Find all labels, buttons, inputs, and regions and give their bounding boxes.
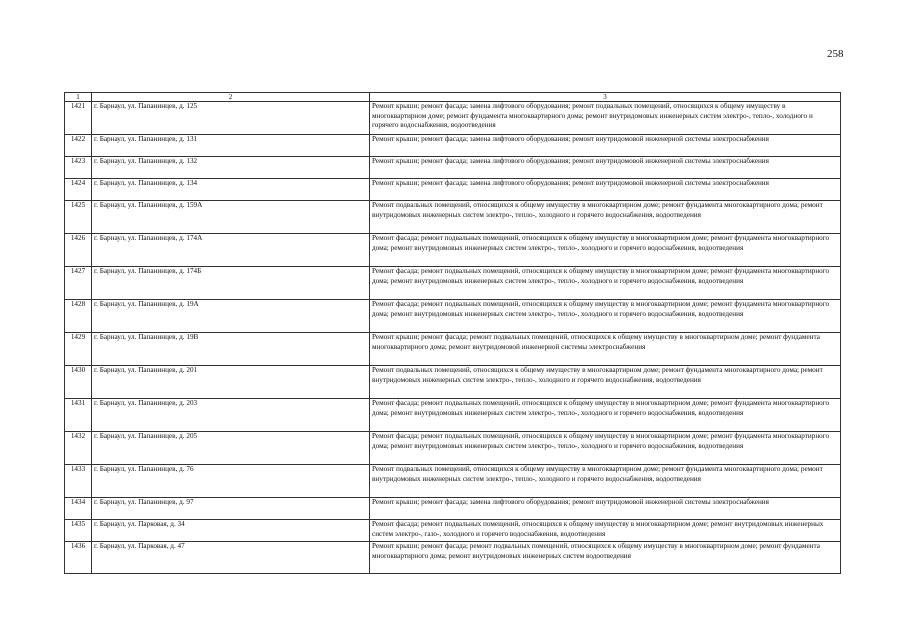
table-row <box>65 520 841 542</box>
table-row <box>65 234 841 267</box>
row-number: 1436 <box>65 542 92 574</box>
row-number: 1428 <box>65 300 92 333</box>
table-row <box>65 201 841 234</box>
row-works: Ремонт крыши; ремонт фасада; замена лифтового оборудования; ремонт внутридомовой инженерной системы электроснабжения <box>370 179 841 201</box>
row-number: 1424 <box>65 179 92 201</box>
row-works: Ремонт крыши; ремонт фасада; замена лифтового оборудования; ремонт внутридомовой инженерной системы электроснабжения <box>370 157 841 179</box>
table-row <box>65 333 841 366</box>
table-row <box>65 300 841 333</box>
row-address: г. Барнаул, ул. Папанинцев, д. 203 <box>92 399 370 432</box>
row-number: 1426 <box>65 234 92 267</box>
table-row <box>65 542 841 574</box>
row-number: 1427 <box>65 267 92 300</box>
row-address: г. Барнаул, ул. Папанинцев, д. 125 <box>92 102 370 135</box>
row-works: Ремонт подвальных помещений, относящихся к общему имуществу в многоквартирном доме; ремонт фундамента многоквартирного дома; ремонт внутридомовых инженерных систем электро-, тепло-, холодного и горячего водоснабжения, водоотведения <box>370 201 841 234</box>
table-row <box>65 366 841 399</box>
table-row <box>65 102 841 135</box>
row-address: г. Барнаул, ул. Папанинцев, д. 97 <box>92 498 370 520</box>
row-address: г. Барнаул, ул. Папанинцев, д. 159А <box>92 201 370 234</box>
row-address: г. Барнаул, ул. Парковая, д. 34 <box>92 520 370 542</box>
row-number: 1430 <box>65 366 92 399</box>
row-works: Ремонт фасада; ремонт подвальных помещений, относящихся к общему имуществу в многоквартирном доме; ремонт фундамента многоквартирного дома; ремонт внутридомовых инженерных систем электро-, тепло-, холодного и горячего водоснабжения, водоотведения <box>370 399 841 432</box>
table-row <box>65 498 841 520</box>
row-number: 1429 <box>65 333 92 366</box>
table-row <box>65 267 841 300</box>
repair-table <box>64 92 841 574</box>
row-address: г. Барнаул, ул. Папанинцев, д. 134 <box>92 179 370 201</box>
row-works: Ремонт крыши; ремонт фасада; ремонт подвальных помещений, относящихся к общему имуществу в многоквартирном доме; ремонт фундамента многоквартирного дома; ремонт внутридомовых инженерных систем водоотведения <box>370 542 841 574</box>
row-number: 1435 <box>65 520 92 542</box>
row-number: 1434 <box>65 498 92 520</box>
row-address: г. Барнаул, ул. Папанинцев, д. 76 <box>92 465 370 498</box>
row-address: г. Барнаул, ул. Папанинцев, д. 174Б <box>92 267 370 300</box>
row-address: г. Барнаул, ул. Папанинцев, д. 174А <box>92 234 370 267</box>
header-col-3: 3 <box>370 93 841 102</box>
header-row <box>65 93 841 102</box>
row-number: 1432 <box>65 432 92 465</box>
row-number: 1433 <box>65 465 92 498</box>
row-address: г. Барнаул, ул. Папанинцев, д. 131 <box>92 135 370 157</box>
row-number: 1431 <box>65 399 92 432</box>
row-works: Ремонт подвальных помещений, относящихся к общему имуществу в многоквартирном доме; ремонт фундамента многоквартирного дома; ремонт внутридомовых инженерных систем электро-, тепло-, холодного и горячего водоснабжения, водоотведения <box>370 465 841 498</box>
row-works: Ремонт фасада; ремонт подвальных помещений, относящихся к общему имуществу в многоквартирном доме; ремонт фундамента многоквартирного дома; ремонт внутридомовых инженерных систем электро-, тепло-, холодного и горячего водоснабжения, водоотведения <box>370 300 841 333</box>
table-body <box>65 102 841 574</box>
row-works: Ремонт фасада; ремонт подвальных помещений, относящихся к общему имуществу в многоквартирном доме; ремонт фундамента многоквартирного дома; ремонт внутридомовых инженерных систем электро-, тепло-, холодного и горячего водоснабжения, водоотведения <box>370 432 841 465</box>
row-works: Ремонт крыши; ремонт фасада; замена лифтового оборудования; ремонт внутридомовой инженерной системы электроснабжения <box>370 498 841 520</box>
header-col-2: 2 <box>92 93 370 102</box>
row-works: Ремонт крыши; ремонт фасада; замена лифтового оборудования; ремонт подвальных помещений, относящихся к общему имуществу в многоквартирном доме; ремонт фундамента многоквартирного дома; ремонт внутридомовых инженерных систем электро-, тепло-, холодного и горячего водоснабжения, водоотведения <box>370 102 841 135</box>
row-number: 1421 <box>65 102 92 135</box>
table-row <box>65 179 841 201</box>
table-row <box>65 465 841 498</box>
row-works: Ремонт фасада; ремонт подвальных помещений, относящихся к общему имуществу в многоквартирном доме; ремонт фундамента многоквартирного дома; ремонт внутридомовых инженерных систем электро-, тепло-, холодного и горячего водоснабжения, водоотведения <box>370 234 841 267</box>
row-address: г. Барнаул, ул. Папанинцев, д. 132 <box>92 157 370 179</box>
header-col-1: 1 <box>65 93 92 102</box>
row-address: г. Барнаул, ул. Папанинцев, д. 19В <box>92 333 370 366</box>
row-works: Ремонт крыши; ремонт фасада; ремонт подвальных помещений, относящихся к общему имуществу в многоквартирном доме; ремонт фундамента многоквартирного дома; ремонт внутридомовой инженерной системы электроснабжения <box>370 333 841 366</box>
table-header <box>65 93 841 102</box>
row-address: г. Барнаул, ул. Папанинцев, д. 205 <box>92 432 370 465</box>
row-address: г. Барнаул, ул. Папанинцев, д. 201 <box>92 366 370 399</box>
page-number: 258 <box>827 48 844 60</box>
row-number: 1425 <box>65 201 92 234</box>
row-works: Ремонт фасада; ремонт подвальных помещений, относящихся к общему имуществу в многоквартирном доме; ремонт внутридомовых инженерных систем электро-, газо-, холодного и горячего водоснабжения, водоотведения <box>370 520 841 542</box>
row-number: 1423 <box>65 157 92 179</box>
table-row <box>65 432 841 465</box>
row-works: Ремонт подвальных помещений, относящихся к общему имуществу в многоквартирном доме; ремонт фундамента многоквартирного дома; ремонт внутридомовых инженерных систем электро-, тепло-, холодного и горячего водоснабжения, водоотведения <box>370 366 841 399</box>
row-works: Ремонт крыши; ремонт фасада; замена лифтового оборудования; ремонт внутридомовой инженерной системы электроснабжения <box>370 135 841 157</box>
row-number: 1422 <box>65 135 92 157</box>
table-row <box>65 157 841 179</box>
row-address: г. Барнаул, ул. Парковая, д. 47 <box>92 542 370 574</box>
row-address: г. Барнаул, ул. Папанинцев, д. 19А <box>92 300 370 333</box>
table-row <box>65 399 841 432</box>
table-row <box>65 135 841 157</box>
row-works: Ремонт фасада; ремонт подвальных помещений, относящихся к общему имуществу в многоквартирном доме; ремонт фундамента многоквартирного дома; ремонт внутридомовых инженерных систем электро-, тепло-, холодного и горячего водоснабжения, водоотведения <box>370 267 841 300</box>
